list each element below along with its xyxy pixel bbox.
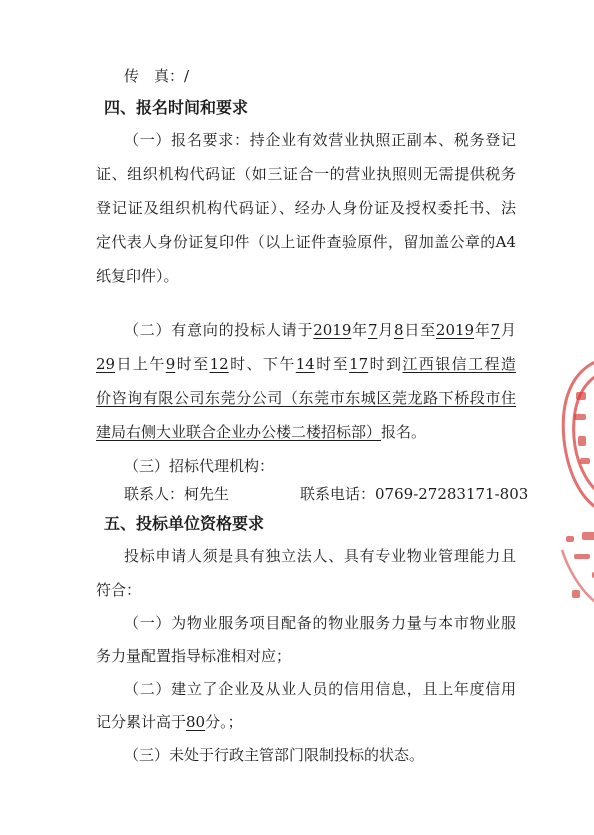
credit-score: 80 (186, 713, 206, 731)
item1-line-2: 务力量配置指导标准相对应； (96, 647, 292, 665)
req2-line-4: 建局右侧大业联合企业办公楼二楼招标部）报名。 (96, 423, 427, 441)
start-day: 8 (394, 321, 404, 339)
req2-line-3: 价咨询有限公司东莞分公司（东莞市东城区莞龙路下桥段市住 (96, 389, 516, 407)
fax-value: / (184, 67, 190, 85)
req1-line-5: 纸复印件）。 (96, 267, 179, 285)
item2-line-1: （二）建立了企业及从业人员的信用信息，且上年度信用 (124, 680, 516, 698)
company-seal-stamp (552, 340, 594, 620)
am-start: 9 (165, 355, 176, 373)
item1-line-1: （一）为物业服务项目配备的物业服务力量与本市物业服 (124, 614, 516, 632)
start-month: 7 (367, 321, 378, 339)
item2-line-2: 记分累计高于80分。； (96, 713, 243, 731)
venue-part-3: 建局右侧大业联合企业办公楼二楼招标部） (96, 423, 382, 441)
am-end: 12 (209, 355, 229, 373)
end-year: 2019 (435, 321, 475, 339)
req3-line: （三）招标代理机构： (124, 457, 275, 475)
end-month: 7 (490, 321, 501, 339)
contact-person-line: 联系人：柯先生 (124, 485, 230, 503)
req1-line-3: 登记证及组织机构代码证）、经办人身份证及授权委托书、法 (96, 199, 516, 217)
venue-part-1: 江西银信工程造 (402, 355, 516, 373)
section5-title: 五、投标单位资格要求 (104, 514, 265, 533)
contact-phone-line: 联系电话：0769-27283171-803 (300, 485, 529, 503)
req1-line-2: 证、组织机构代码证（如三证合一的营业执照则无需提供税务 (96, 165, 516, 183)
pm-end: 17 (349, 355, 369, 373)
fax-line (124, 66, 544, 86)
item3-line: （三）未处于行政主管部门限制投标的状态。 (124, 746, 425, 764)
req2-line-2: 29日上午9时至12时、下午14时至17时到江西银信工程造 (96, 355, 516, 373)
contact-person: 柯先生 (184, 485, 230, 503)
section4-title: 四、报名时间和要求 (104, 98, 249, 117)
req1-line-1: （一）报名要求：持企业有效营业执照正副本、税务登记 (124, 131, 516, 149)
req2-line-1: （二）有意向的投标人请于2019年7月8日至2019年7月 (124, 321, 516, 339)
start-year: 2019 (313, 321, 352, 339)
fax-label: 传 真： (124, 67, 185, 85)
intro-line-1: 投标申请人须是具有独立法人、具有专业物业管理能力且 (124, 547, 516, 565)
pm-start: 14 (295, 355, 315, 373)
intro-line-2: 符合： (96, 581, 142, 599)
contact-phone: 0769-27283171-803 (375, 485, 529, 503)
end-day: 29 (96, 355, 116, 373)
req1-line-4: 定代表人身份证复印件（以上证件查验原件，留加盖公章的A4 (96, 233, 516, 251)
seal-icon (552, 340, 594, 620)
